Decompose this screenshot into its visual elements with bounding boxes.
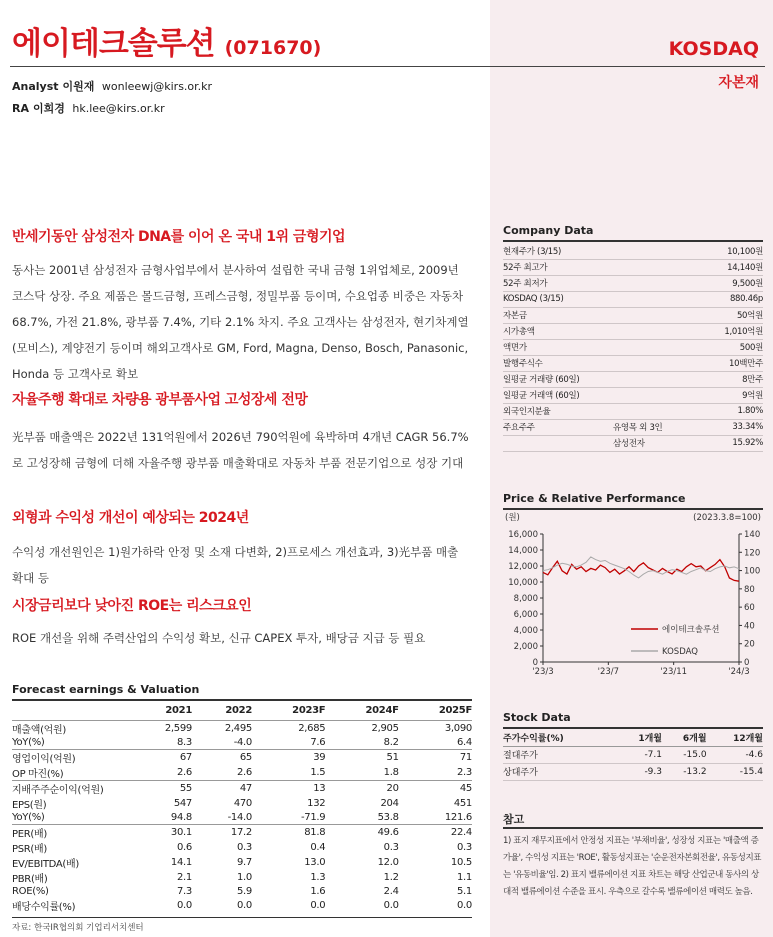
company-data-row <box>503 339 763 355</box>
forecast-year: 2025F <box>399 702 472 720</box>
company-data-label: 일평균 거래액 (60일) <box>503 387 613 403</box>
forecast-row-label: EV/EBITDA(배) <box>12 858 79 870</box>
forecast-cell: 17.2 <box>192 824 252 840</box>
forecast-row <box>12 855 472 870</box>
forecast-cell: -14.0 <box>227 811 252 823</box>
forecast-cell: 451 <box>453 797 472 809</box>
x-tick-label: '23/7 <box>597 667 620 677</box>
company-data-value: 9,500원 <box>697 275 763 291</box>
notes-text: 1) 표지 재무지표에서 안정성 지표는 '부채비율', 성장성 지표는 '매출액 증가율', 수익성 지표는 'ROE', 활동성지표는 '순운전자본회전율', 유동성지표는 '유동비율'임. 2) 표지 밸류에이션 지표 차트는 해당 산업군내 동사의 상대적 밸류에이션 수준을 표시. 우측으로 갈수록 밸류에이션 매력도 높음. <box>503 836 762 897</box>
company-data-row <box>503 355 763 371</box>
forecast-cell: 2,685 <box>298 722 326 734</box>
company-data-label: 외국인지분율 <box>503 403 613 419</box>
forecast-cell: 1.5 <box>310 766 326 778</box>
forecast-year: 2022 <box>192 702 252 720</box>
forecast-cell: 2,599 <box>164 722 192 734</box>
performance-chart <box>503 510 765 682</box>
forecast-cell: 13 <box>252 780 325 796</box>
stock-header-row <box>503 729 763 746</box>
company-data-row <box>503 259 763 275</box>
forecast-row-label: 지배주주순이익(억원) <box>12 780 132 796</box>
company-data-sub <box>613 259 697 275</box>
forecast-cell: 30.1 <box>132 824 192 840</box>
company-data-value: 1.80% <box>697 403 763 419</box>
company-data-table <box>503 243 763 452</box>
stock-code: (071670) <box>224 37 322 59</box>
stock-header: 6개월 <box>662 729 707 746</box>
left-tick-label: 8,000 <box>513 594 538 604</box>
forecast-cell: 7.3 <box>176 885 192 897</box>
forecast-cell: 0.0 <box>456 900 472 912</box>
forecast-row <box>12 840 472 855</box>
company-data-sub <box>613 323 697 339</box>
forecast-cell: 14.1 <box>170 856 192 868</box>
analyst-role: Analyst <box>12 80 59 93</box>
section-heading-4: 시장금리보다 낮아진 ROE는 리스크요인 <box>12 598 252 614</box>
analyst-line <box>12 78 212 94</box>
stock-data-cell: -15.0 <box>662 746 707 763</box>
right-tick-label: 0 <box>744 658 750 668</box>
forecast-top-rule <box>12 699 472 701</box>
forecast-row <box>12 749 472 765</box>
forecast-cell: 1.3 <box>310 871 326 883</box>
forecast-cell: 94.8 <box>170 811 192 823</box>
left-tick-label: 4,000 <box>513 626 538 636</box>
sidebar-background <box>490 0 773 937</box>
stock-data-title: Stock Data <box>503 711 571 724</box>
forecast-cell: 7.6 <box>310 736 326 748</box>
forecast-bottom-rule <box>12 917 472 918</box>
ra-line <box>12 100 165 116</box>
company-data-row <box>503 275 763 291</box>
stock-data-label: 상대주가 <box>503 763 617 780</box>
forecast-cell: 0.0 <box>176 900 192 912</box>
notes-rule <box>503 827 763 829</box>
company-data-row <box>503 243 763 259</box>
stock-header: 1개월 <box>617 729 662 746</box>
company-data-value: 50억원 <box>697 307 763 323</box>
market-label: KOSDAQ <box>668 38 759 60</box>
company-data-row <box>503 435 763 451</box>
forecast-cell: -4.0 <box>233 736 252 748</box>
forecast-row-label: OP 마진(%) <box>12 768 64 780</box>
company-data-value: 880.46p <box>697 291 763 307</box>
company-data-value: 1,010억원 <box>697 323 763 339</box>
company-data-sub <box>613 291 697 307</box>
stock-data-row <box>503 763 763 780</box>
company-data-sub <box>613 339 697 355</box>
section-body-3: 수익성 개선원인은 1)원가하락 안정 및 소재 다변화, 2)프로세스 개선효과, 3)光부품 매출 확대 등 <box>12 545 459 585</box>
stock-data-cell: -13.2 <box>662 763 707 780</box>
forecast-row <box>12 885 472 899</box>
company-title <box>12 18 321 63</box>
section-heading-3: 외형과 수익성 개선이 예상되는 2024년 <box>12 510 249 526</box>
forecast-cell: 8.3 <box>176 736 192 748</box>
forecast-cell: 121.6 <box>444 811 472 823</box>
stock-data-label: 절대주가 <box>503 746 617 763</box>
forecast-year: 2021 <box>132 702 192 720</box>
left-axis-label: (원) <box>505 513 520 523</box>
forecast-row <box>12 780 472 796</box>
forecast-row <box>12 796 472 811</box>
forecast-cell: 0.3 <box>456 841 472 853</box>
section-heading-2: 자율주행 확대로 차량용 광부품사업 고성장세 전망 <box>12 392 308 408</box>
performance-title: Price & Relative Performance <box>503 492 686 505</box>
stock-data-row <box>503 746 763 763</box>
forecast-cell: 5.1 <box>456 885 472 897</box>
forecast-cell: -71.9 <box>300 811 326 823</box>
right-tick-label: 20 <box>744 639 755 650</box>
x-tick-label: '23/11 <box>660 667 688 677</box>
analyst-name: 이원재 <box>62 80 95 93</box>
forecast-row <box>12 765 472 781</box>
company-data-row <box>503 403 763 419</box>
forecast-cell: 0.4 <box>310 841 326 853</box>
company-data-row <box>503 323 763 339</box>
forecast-row-label: PBR(배) <box>12 873 48 885</box>
company-data-row <box>503 387 763 403</box>
forecast-cell: 22.4 <box>399 824 472 840</box>
forecast-cell: 13.0 <box>304 856 326 868</box>
company-data-label: 일평균 거래량 (60일) <box>503 371 613 387</box>
right-tick-label: 100 <box>744 566 761 577</box>
forecast-row-label: YoY(%) <box>12 736 45 748</box>
right-tick-label: 80 <box>744 584 755 595</box>
company-data-sub <box>613 355 697 371</box>
company-data-title: Company Data <box>503 224 594 237</box>
forecast-cell: 45 <box>399 780 472 796</box>
right-tick-label: 60 <box>744 603 755 614</box>
stock-data-cell: -7.1 <box>617 746 662 763</box>
company-data-value: 500원 <box>697 339 763 355</box>
company-name: 에이테크솔루션 <box>12 26 215 62</box>
forecast-cell: 1.1 <box>456 871 472 883</box>
forecast-year: 2023F <box>252 702 325 720</box>
forecast-cell: 51 <box>325 749 398 765</box>
series-line-company <box>543 560 739 582</box>
x-tick-label: '23/3 <box>532 667 554 677</box>
x-tick-label: '24/3 <box>728 667 750 677</box>
stock-data-table <box>503 729 763 781</box>
company-data-label: 현재주가 (3/15) <box>503 243 613 259</box>
forecast-cell: 0.0 <box>236 900 252 912</box>
company-data-label: 발행주식수 <box>503 355 613 371</box>
forecast-row <box>12 824 472 840</box>
section-body-2: 光부품 매출액은 2022년 131억원에서 2026년 790억원에 육박하며 4개년 CAGR 56.7%로 고성장해 금형에 더해 자율주행 광부품 매출확대로 자동차 부품 전문기업으로 성장 기대 <box>12 430 469 470</box>
forecast-row <box>12 811 472 825</box>
forecast-cell: 5.9 <box>236 885 252 897</box>
forecast-cell: 132 <box>307 797 326 809</box>
left-tick-label: 0 <box>532 658 538 668</box>
section-heading-1: 반세기동안 삼성전자 DNA를 이어 온 국내 1위 금형기업 <box>12 229 346 245</box>
left-tick-label: 6,000 <box>513 610 538 620</box>
ra-email[interactable]: hk.lee@kirs.or.kr <box>72 102 165 115</box>
forecast-cell: 9.7 <box>236 856 252 868</box>
forecast-cell: 1.2 <box>383 871 399 883</box>
stock-header: 12개월 <box>707 729 763 746</box>
legend-label: KOSDAQ <box>662 647 698 657</box>
forecast-row-label: 영업이익(억원) <box>12 749 132 765</box>
forecast-cell: 1.0 <box>236 871 252 883</box>
company-data-value: 8만주 <box>697 371 763 387</box>
notes-title: 참고 <box>503 813 525 826</box>
forecast-cell: 470 <box>233 797 252 809</box>
forecast-cell: 20 <box>325 780 398 796</box>
forecast-row-label: PER(배) <box>12 824 132 840</box>
forecast-cell: 10.5 <box>450 856 472 868</box>
forecast-cell: 0.6 <box>176 841 192 853</box>
forecast-cell: 0.3 <box>236 841 252 853</box>
forecast-cell: 2.6 <box>176 766 192 778</box>
forecast-row <box>12 870 472 885</box>
company-data-label: 액면가 <box>503 339 613 355</box>
forecast-row-label: 매출액(억원) <box>12 724 67 736</box>
forecast-cell: 547 <box>173 797 192 809</box>
forecast-cell: 47 <box>192 780 252 796</box>
company-data-row <box>503 371 763 387</box>
company-data-label: 52주 최고가 <box>503 259 613 275</box>
section-body-4: ROE 개선을 위해 주력산업의 수익성 확보, 신규 CAPEX 투자, 배당금 지급 등 필요 <box>12 631 426 645</box>
company-data-sub <box>613 371 697 387</box>
company-data-label: 자본금 <box>503 307 613 323</box>
company-data-rule <box>503 240 763 242</box>
forecast-row-label: EPS(원) <box>12 799 47 811</box>
forecast-cell: 0.0 <box>383 900 399 912</box>
forecast-cell: 65 <box>192 749 252 765</box>
company-data-label: 주요주주 <box>503 419 613 435</box>
forecast-cell: 67 <box>132 749 192 765</box>
company-data-row <box>503 419 763 435</box>
company-data-label: 시가총액 <box>503 323 613 339</box>
forecast-cell: 0.3 <box>383 841 399 853</box>
forecast-cell: 8.2 <box>383 736 399 748</box>
company-data-value: 14,140원 <box>697 259 763 275</box>
company-data-sub <box>613 403 697 419</box>
left-tick-label: 10,000 <box>508 578 538 588</box>
forecast-cell: 53.8 <box>377 811 399 823</box>
left-tick-label: 2,000 <box>513 642 538 652</box>
forecast-row-label: 배당수익률(%) <box>12 902 76 914</box>
right-tick-label: 120 <box>744 548 761 559</box>
left-tick-label: 16,000 <box>508 530 538 540</box>
forecast-cell: 6.4 <box>456 736 472 748</box>
company-data-sub <box>613 243 697 259</box>
stock-data-cell: -9.3 <box>617 763 662 780</box>
forecast-row-label: ROE(%) <box>12 885 49 897</box>
forecast-cell: 2.4 <box>383 885 399 897</box>
stock-data-cell: -4.6 <box>707 746 763 763</box>
company-data-label: KOSDAQ (3/15) <box>503 291 613 307</box>
forecast-cell: 49.6 <box>325 824 398 840</box>
company-data-value: 9억원 <box>697 387 763 403</box>
forecast-source: 자료: 한국IR협의회 기업리서치센터 <box>12 923 144 933</box>
forecast-cell: 81.8 <box>252 824 325 840</box>
forecast-cell: 2.6 <box>236 766 252 778</box>
forecast-cell: 55 <box>132 780 192 796</box>
forecast-cell: 39 <box>252 749 325 765</box>
forecast-cell: 2.3 <box>456 766 472 778</box>
ra-role: RA <box>12 102 29 115</box>
forecast-row-label: YoY(%) <box>12 811 45 823</box>
ra-name: 이희경 <box>32 102 65 115</box>
right-tick-label: 140 <box>744 530 761 540</box>
forecast-title: Forecast earnings & Valuation <box>12 683 200 696</box>
forecast-cell: 2,905 <box>371 722 399 734</box>
legend-label: 에이테크솔루션 <box>662 625 720 635</box>
forecast-cell: 12.0 <box>377 856 399 868</box>
forecast-year: 2024F <box>325 702 398 720</box>
forecast-cell: 204 <box>380 797 399 809</box>
company-data-sub: 유영목 외 3인 <box>613 419 697 435</box>
forecast-header-row <box>12 702 472 720</box>
forecast-cell: 1.6 <box>310 885 326 897</box>
company-data-value: 10,100원 <box>697 243 763 259</box>
forecast-row <box>12 898 472 913</box>
company-data-row <box>503 291 763 307</box>
company-data-label: 52주 최저가 <box>503 275 613 291</box>
right-tick-label: 40 <box>744 621 755 632</box>
forecast-row <box>12 720 472 736</box>
company-data-label <box>503 435 613 451</box>
forecast-row-label: PSR(배) <box>12 843 47 855</box>
company-data-value: 10백만주 <box>697 355 763 371</box>
company-data-value: 15.92% <box>697 435 763 451</box>
left-tick-label: 12,000 <box>508 562 538 572</box>
analyst-email[interactable]: wonleewj@kirs.or.kr <box>101 80 213 93</box>
company-data-sub <box>613 307 697 323</box>
forecast-cell: 2.1 <box>176 871 192 883</box>
sector-label: 자본재 <box>718 75 759 91</box>
forecast-header-blank <box>12 702 132 720</box>
right-axis-label: (2023.3.8=100) <box>693 513 761 523</box>
title-divider <box>10 66 765 67</box>
company-data-sub <box>613 275 697 291</box>
company-data-row <box>503 307 763 323</box>
company-data-sub <box>613 387 697 403</box>
forecast-cell: 71 <box>399 749 472 765</box>
company-data-value: 33.34% <box>697 419 763 435</box>
forecast-cell: 2,495 <box>224 722 252 734</box>
stock-header: 주가수익률(%) <box>503 729 617 746</box>
company-data-sub: 삼성전자 <box>613 435 697 451</box>
stock-data-cell: -15.4 <box>707 763 763 780</box>
forecast-cell: 0.0 <box>310 900 326 912</box>
left-tick-label: 14,000 <box>508 546 538 556</box>
forecast-cell: 3,090 <box>444 722 472 734</box>
forecast-row <box>12 736 472 750</box>
section-body-1: 동사는 2001년 삼성전자 금형사업부에서 분사하여 설립한 국내 금형 1위업체로, 2009년 코스닥 상장. 주요 제품은 몰드금형, 프레스금형, 정밀부품 등이며, 수요업종 비중은 자동차 68.7%, 가전 21.8%, 광부품 7.4%, 기타 2.1% 차지. 주요 고객사는 삼성전자, 현기차계열(모비스), 계양전기 등이며 해외고객사로 GM, Ford, Magna, Denso, Bosch, Panasonic, Honda 등 고객사로 확보 <box>12 263 469 381</box>
forecast-table <box>12 702 472 913</box>
forecast-cell: 1.8 <box>383 766 399 778</box>
